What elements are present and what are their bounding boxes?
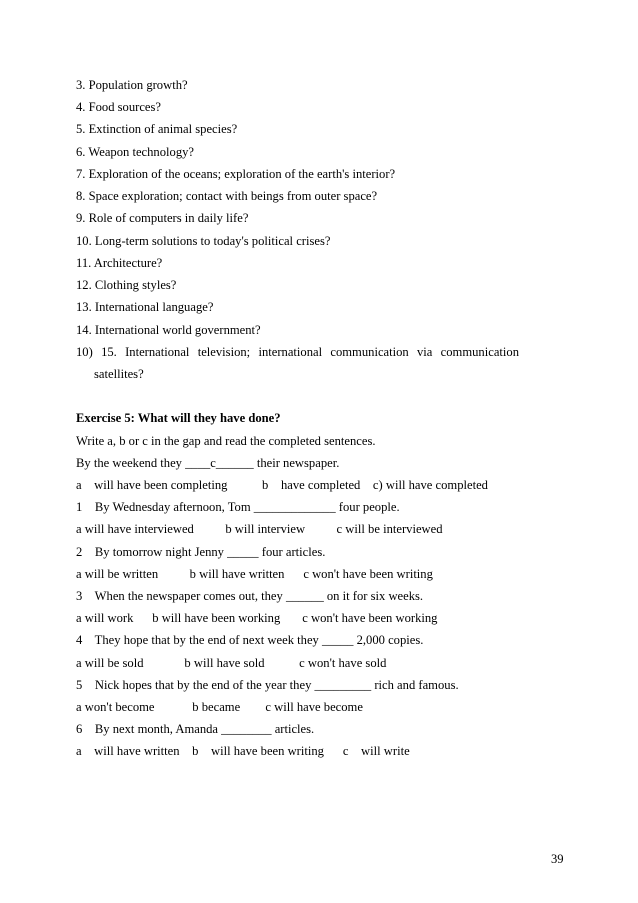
question-4: 4. Food sources? <box>76 100 161 114</box>
item-3-sentence: 3 When the newspaper comes out, they ______ on it for six weeks. <box>76 589 424 603</box>
question-6: 6. Weapon technology? <box>76 145 195 159</box>
exercise-instruction: Write a, b or c in the gap and read the completed sentences. <box>76 434 376 448</box>
question-11: 11. Architecture? <box>76 256 163 270</box>
question-3: 3. Population growth? <box>76 78 188 92</box>
item-3-options: a will work b will have been working c won't have been working <box>76 611 438 625</box>
item-6-sentence: 6 By next month, Amanda ________ articles. <box>76 722 315 736</box>
item-4-options: a will be sold b will have sold c won't have sold <box>76 656 387 670</box>
question-15-line-1: 10) 15. International television; international communication via communication <box>76 345 519 359</box>
page-number: 39 <box>551 852 564 866</box>
item-4-sentence: 4 They hope that by the end of next week they _____ 2,000 copies. <box>76 633 424 647</box>
exercise-title: Exercise 5: What will they have done? <box>76 411 281 425</box>
item-1-options: a will have interviewed b will interview c will be interviewed <box>76 522 443 536</box>
item-5-options: a won't become b became c will have become <box>76 700 363 714</box>
question-15-line-2: satellites? <box>94 367 144 381</box>
question-14: 14. International world government? <box>76 323 261 337</box>
question-5: 5. Extinction of animal species? <box>76 122 238 136</box>
question-10: 10. Long-term solutions to today's political crises? <box>76 234 331 248</box>
item-2-options: a will be written b will have written c won't have been writing <box>76 567 433 581</box>
question-8: 8. Space exploration; contact with beings from outer space? <box>76 189 378 203</box>
example-sentence: By the weekend they ____c______ their newspaper. <box>76 456 340 470</box>
question-12: 12. Clothing styles? <box>76 278 177 292</box>
item-6-options: a will have written b will have been writing c will write <box>76 744 410 758</box>
example-options: a will have been completing b have completed c) will have completed <box>76 478 488 492</box>
question-9: 9. Role of computers in daily life? <box>76 211 249 225</box>
item-1-sentence: 1 By Wednesday afternoon, Tom _____________ four people. <box>76 500 400 514</box>
question-13: 13. International language? <box>76 300 214 314</box>
question-7: 7. Exploration of the oceans; exploration of the earth's interior? <box>76 167 396 181</box>
item-2-sentence: 2 By tomorrow night Jenny _____ four articles. <box>76 545 326 559</box>
item-5-sentence: 5 Nick hopes that by the end of the year they _________ rich and famous. <box>76 678 459 692</box>
